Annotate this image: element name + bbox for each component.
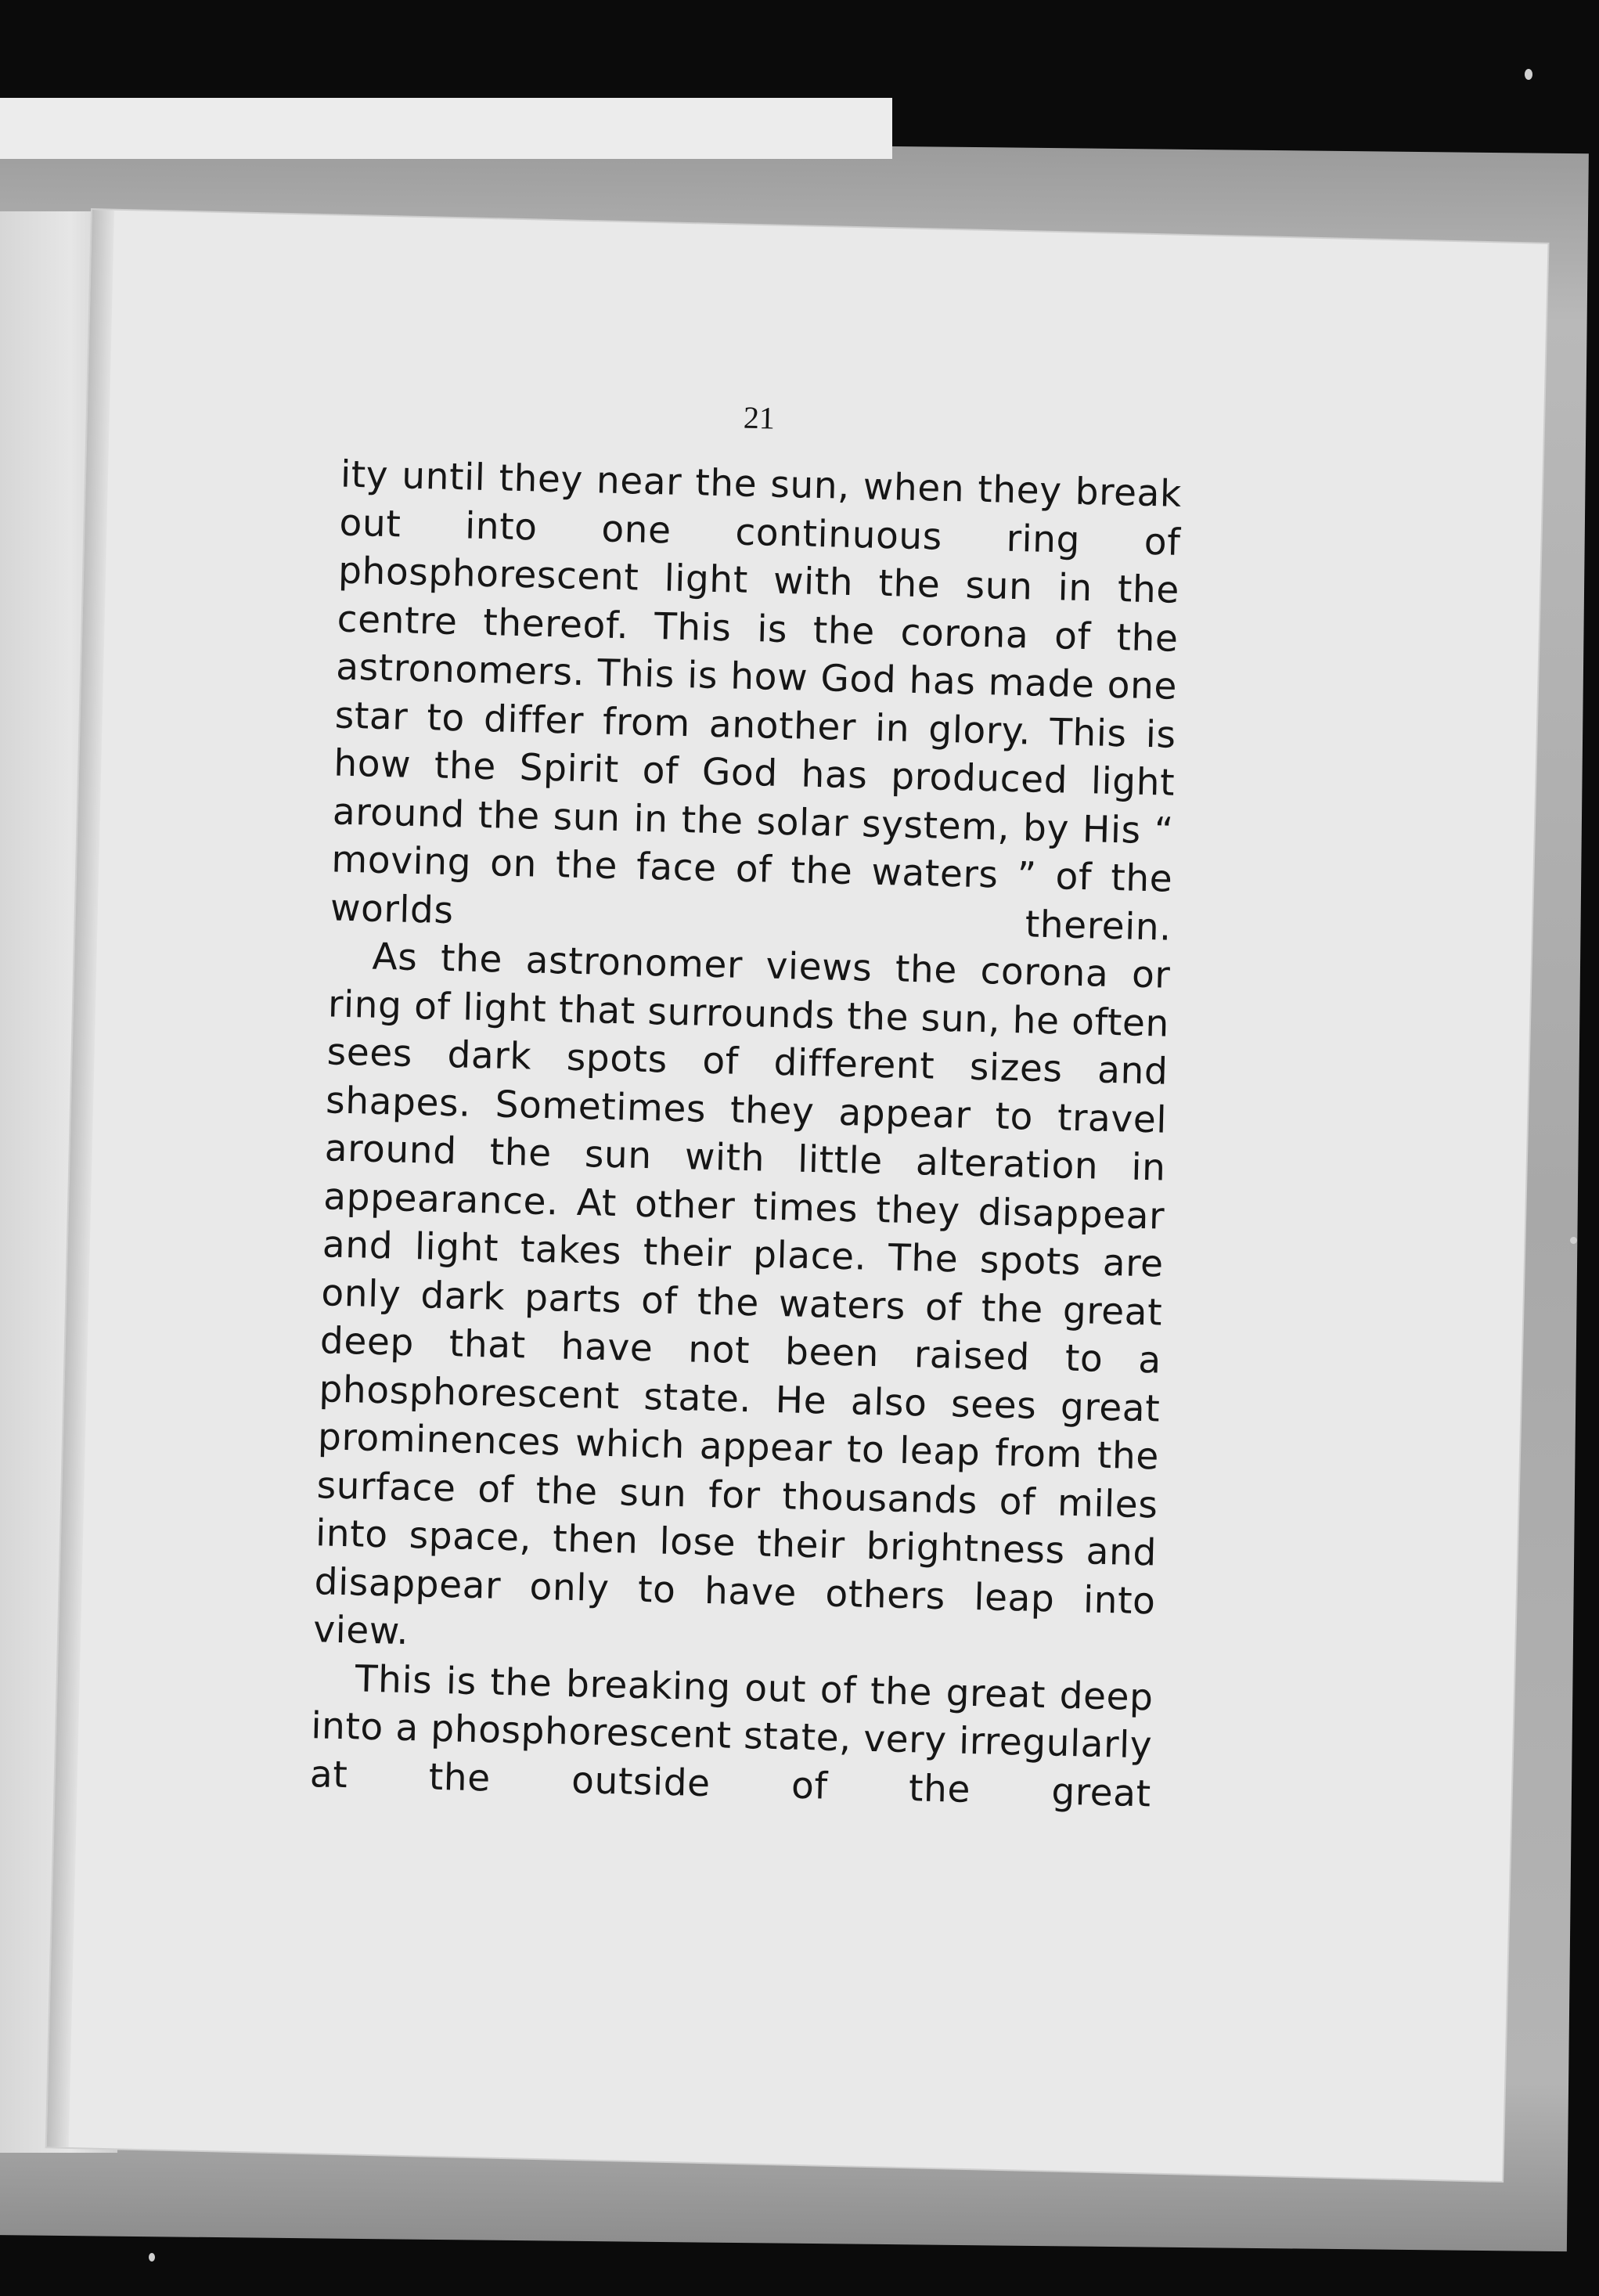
page-number: 21 xyxy=(743,399,776,436)
facing-page-edge xyxy=(0,98,892,159)
book-page xyxy=(47,210,1548,2181)
scan-speck xyxy=(149,2253,155,2262)
scan-speck xyxy=(1570,1237,1577,1244)
scan-speck xyxy=(1525,69,1532,80)
paragraph-1: ity until they near the sun, when they break out into one continuous ring of phosphorescent light with the sun in the centre thereof. This is the corona of the astronomers. This is how God has made one star to differ from another in glory. This is how the Spirit of God has produced light around the sun in the solar system, by His “ moving on the face of the waters ” of the worlds therein. xyxy=(330,452,1183,950)
paragraph-3: This is the breaking out of the great deep into a phosphorescent state, very irregularly at the outside of the great xyxy=(309,1656,1154,1815)
paragraph-2: As the astronomer views the corona or ring of light that surrounds the sun, he often sees dark spots of different sizes and shapes. Sometimes they appear to travel around the sun with little alteration in appearance. At other times they disappear and light takes their place. The spots are only dark parts of the waters of the great deep that have not been raised to a phosphorescent state. He also sees great prominences which appear to leap from the surface of the sun for thousands of miles into space, then lose their brightness and disappear only to have others leap into view. xyxy=(312,935,1171,1654)
page-body-text xyxy=(309,451,1182,1818)
